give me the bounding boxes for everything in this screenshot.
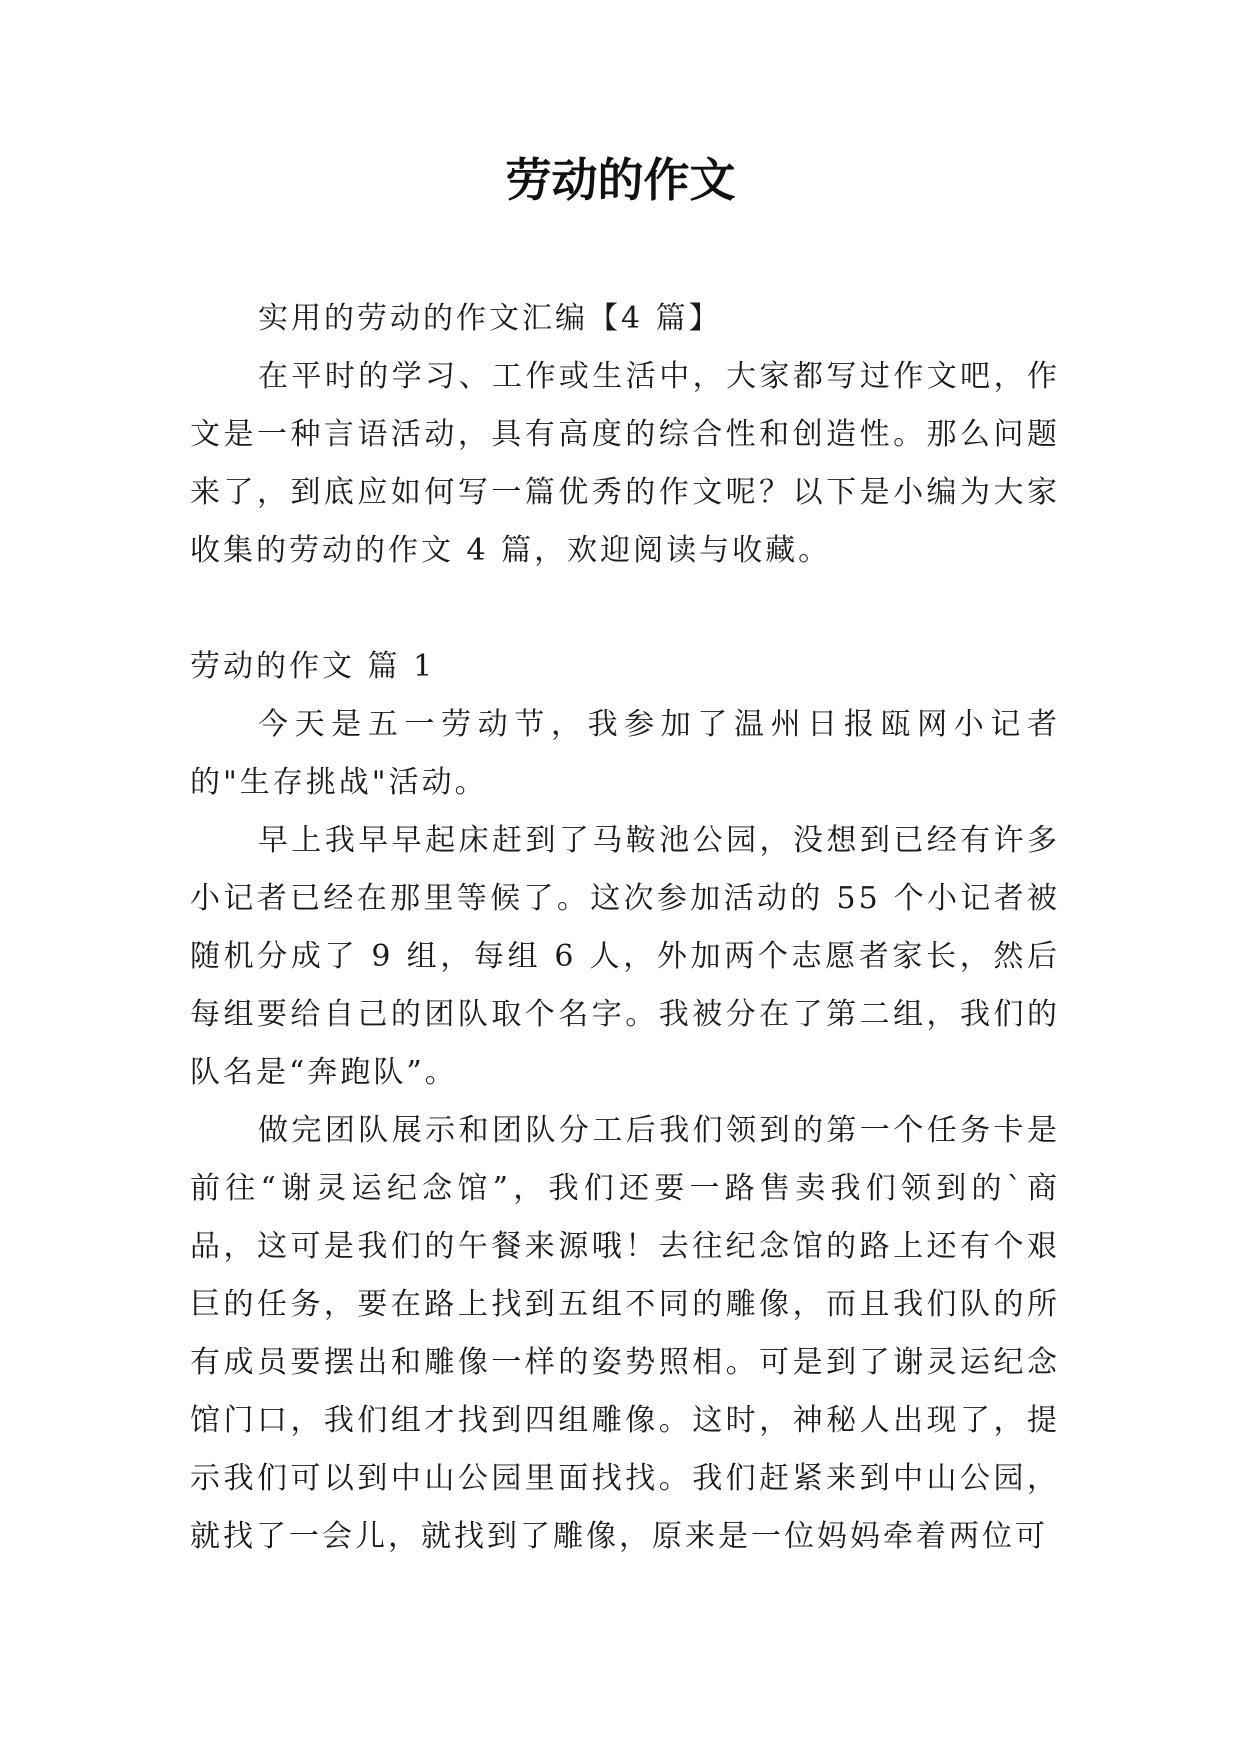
section-heading: 劳动的作文 篇 1: [190, 649, 436, 684]
body-paragraph: 今天是五一劳动节，我参加了温州日报瓯网小记者的"生存挑战"活动。: [190, 707, 1060, 800]
intro-paragraph: 在平时的学习、工作或生活中，大家都写过作文吧，作文是一种言语活动，具有高度的综合性和创造性。那么问题来了，到底应如何写一篇优秀的作文呢？以下是小编为大家收集的劳动的作文 4 篇，欢迎阅读与收藏。: [190, 359, 1060, 568]
document-body: [190, 290, 1060, 1566]
body-paragraph: 做完团队展示和团队分工后我们领到的第一个任务卡是前往“谢灵运纪念馆”，我们还要一路售卖我们领到的`商品，这可是我们的午餐来源哦！去往纪念馆的路上还有个艰巨的任务，要在路上找到五组不同的雕像，而且我们队的所有成员要摆出和雕像一样的姿势照相。可是到了谢灵运纪念馆门口，我们组才找到四组雕像。这时，神秘人出现了，提示我们可以到中山公园里面找找。我们赶紧来到中山公园，就找了一会儿，就找到了雕像，原来是一位妈妈牵着两位可: [190, 1113, 1060, 1554]
collection-subtitle: 实用的劳动的作文汇编【4 篇】: [258, 301, 722, 336]
document-title: 劳动的作文: [505, 153, 736, 207]
body-paragraph: 早上我早早起床赶到了马鞍池公园，没想到已经有许多小记者已经在那里等候了。这次参加活动的 55 个小记者被随机分成了 9 组，每组 6 人，外加两个志愿者家长，然后每组要给自己的团队取个名字。我被分在了第二组，我们的队名是“奔跑队”。: [190, 823, 1060, 1090]
